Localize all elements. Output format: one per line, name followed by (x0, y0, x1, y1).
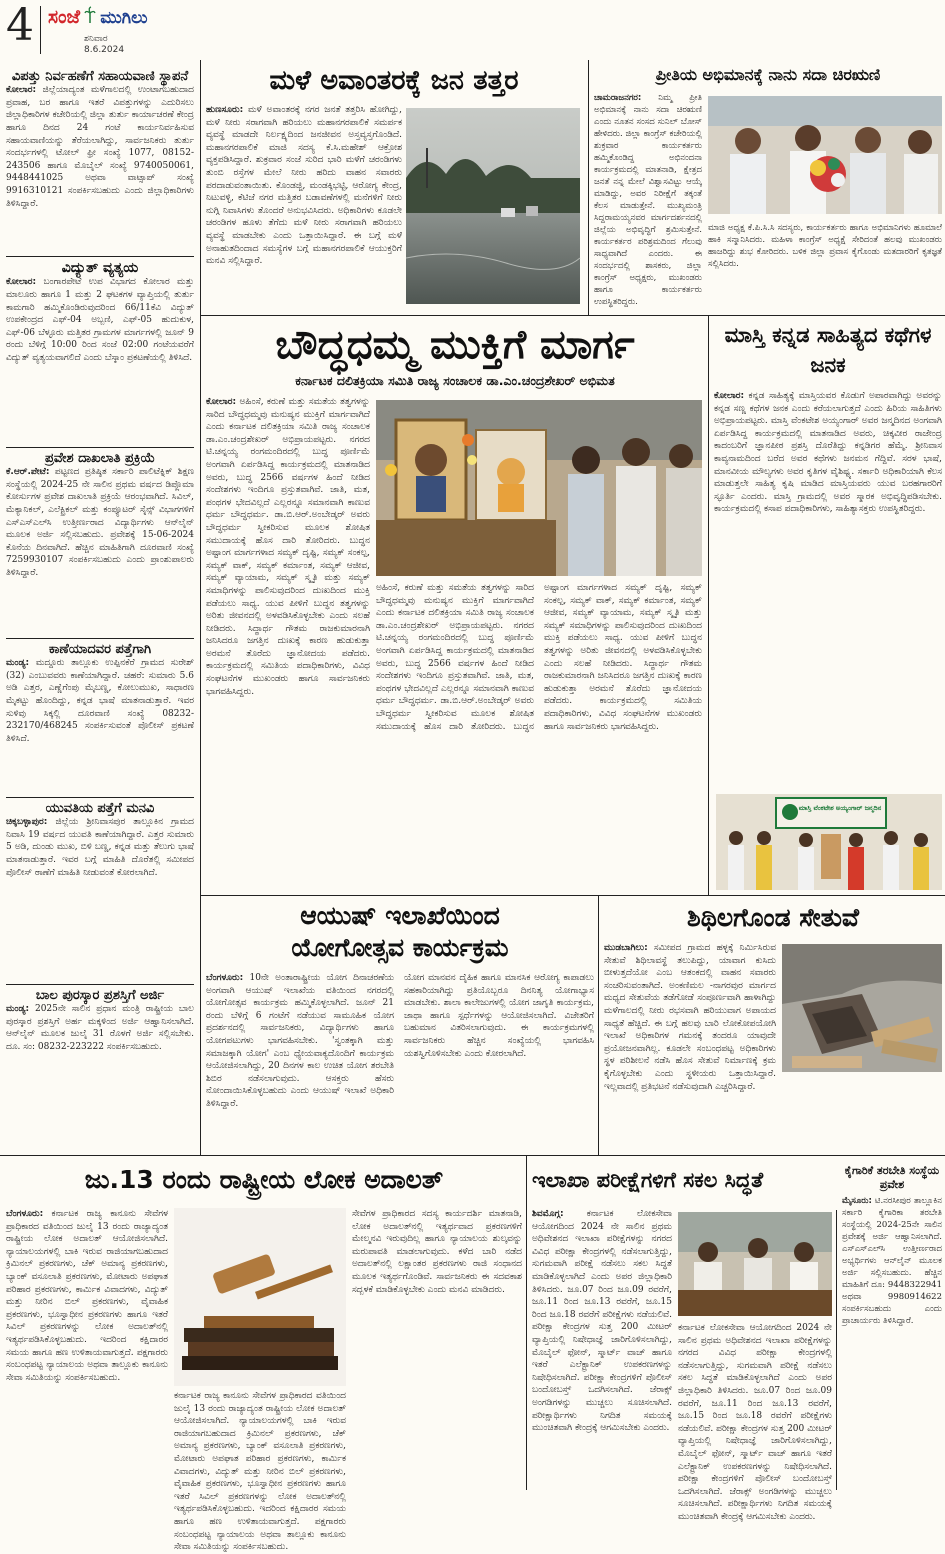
brief-body: ಪಟ್ಟಣದ ಪ್ರತಿಷ್ಠಿತ ಸರ್ಕಾರಿ ಪಾಲಿಟೆಕ್ನಿಕ್ ಶಿಕ್ಷಣ ಸಂಸ್ಥೆಯಲ್ಲಿ 2024-25 ನೇ ಸಾಲಿನ ಪ್ರಥಮ ವರ್ಷದ ಡಿಪ್ಲೊಮಾ ಕೋರ್ಸುಗಳ ಪ್ರವೇಶ ದಾಖಲಾತಿ ಪ್ರಕ್ರಿಯೆ ಆರಂಭವಾಗಿದೆ. ಸಿವಿಲ್, ಮೆಕ್ಯಾನಿಕಲ್, ಎಲೆಕ್ಟ್ರಿಕಲ್ ಮತ್ತು ಕಂಪ್ಯೂಟರ್ ಸೈನ್ಸ್ ವಿಭಾಗಗಳಿಗೆ ಎಸ್‍ಎಸ್‍ಎಲ್‍ಸಿ ಉತ್ತೀರ್ಣರಾದ ವಿದ್ಯಾರ್ಥಿಗಳು ಆನ್‍ಲೈನ್ ಮೂಲಕ ಅರ್ಜಿ ಸಲ್ಲಿಸಬಹುದು. ಪ್ರವೇಶಕ್ಕೆ 15-06-2024 ಕೊನೆಯ ದಿನವಾಗಿದೆ. ಹೆಚ್ಚಿನ ಮಾಹಿತಿಗಾಗಿ ದೂರವಾಣಿ ಸಂಖ್ಯೆ 7259930107 ಸಂಪರ್ಕಿಸಬಹುದು ಎಂದು ಪ್ರಾಂಶುಪಾಲರು ತಿಳಿಸಿದ್ದಾರೆ. (6, 467, 194, 579)
brief-dateline: ಕೆ.ಆರ್.ಪೇಟೆ: (6, 467, 50, 478)
exam-headline: ಇಲಾಖಾ ಪರೀಕ್ಷೆಗಳಿಗೆ ಸಕಲ ಸಿದ್ಧತೆ (532, 1168, 764, 1192)
buddha-subhead: ಕರ್ನಾಟಕ ದಲಿತಕ್ರಿಯಾ ಸಮಿತಿ ರಾಜ್ಯ ಸಂಚಾಲಕ ಡಾ.ಎಂ.ಚಂದ್ರಶೇಖರ್ ಅಭಿಮತ (295, 373, 615, 388)
preeti-dateline: ಚಾಮರಾಜನಗರ: (594, 93, 642, 103)
brief-missing-woman (6, 802, 194, 980)
adalat-body-lower: ಕರ್ನಾಟಕ ರಾಜ್ಯ ಕಾನೂನು ಸೇವೆಗಳ ಪ್ರಾಧಿಕಾರದ ವತಿಯಿಂದ ಜುಲೈ 13 ರಂದು ರಾಜ್ಯಾದ್ಯಂತ ರಾಷ್ಟ್ರೀಯ ಲೋಕ ಅದಾಲತ್ ಆಯೋಜಿಸಲಾಗಿದೆ. ನ್ಯಾಯಾಲಯಗಳಲ್ಲಿ ಬಾಕಿ ಇರುವ ರಾಜಿಯಾಗಬಹುದಾದ ಕ್ರಿಮಿನಲ್ ಪ್ರಕರಣಗಳು, ಚೆಕ್ ಅಮಾನ್ಯ ಪ್ರಕರಣಗಳು, ಬ್ಯಾಂಕ್ ವಸೂಲಾತಿ ಪ್ರಕರಣಗಳು, ಮೋಟಾರು ಅಪಘಾತ ಪರಿಹಾರ ಪ್ರಕರಣಗಳು, ಕಾರ್ಮಿಕ ವಿವಾದಗಳು, ವಿದ್ಯುತ್ ಮತ್ತು ನೀರಿನ ಬಿಲ್ ಪ್ರಕರಣಗಳು, ವೈವಾಹಿಕ ಪ್ರಕರಣಗಳು, ಭೂಸ್ವಾಧೀನ ಪ್ರಕರಣಗಳು ಹಾಗೂ ಇತರೆ ಸಿವಿಲ್ ಪ್ರಕರಣಗಳನ್ನು ಲೋಕ ಅದಾಲತ್‍ನಲ್ಲಿ ಇತ್ಯರ್ಥಪಡಿಸಿಕೊಳ್ಳಬಹುದು. ಇದರಿಂದ ಕಕ್ಷಿದಾರರ ಸಮಯ ಹಾಗೂ ಹಣ ಉಳಿತಾಯವಾಗುತ್ತದೆ. ಪಕ್ಷಗಾರರು ಸಂಬಂಧಪಟ್ಟ ನ್ಯಾಯಾಲಯ ಅಥವಾ ತಾಲ್ಲೂಕು ಕಾನೂನು ಸೇವಾ ಸಮಿತಿಯನ್ನು ಸಂಪರ್ಕಿಸಬಹುದು. (174, 1391, 346, 1553)
adalat-body: ಕರ್ನಾಟಕ ರಾಜ್ಯ ಕಾನೂನು ಸೇವೆಗಳ ಪ್ರಾಧಿಕಾರದ ವತಿಯಿಂದ ಜುಲೈ 13 ರಂದು ರಾಜ್ಯಾದ್ಯಂತ ರಾಷ್ಟ್ರೀಯ ಲೋಕ ಅದಾಲತ್ ಆಯೋಜಿಸಲಾಗಿದೆ. ನ್ಯಾಯಾಲಯಗಳಲ್ಲಿ ಬಾಕಿ ಇರುವ ರಾಜಿಯಾಗಬಹುದಾದ ಕ್ರಿಮಿನಲ್ ಪ್ರಕರಣಗಳು, ಚೆಕ್ ಅಮಾನ್ಯ ಪ್ರಕರಣಗಳು, ಬ್ಯಾಂಕ್ ವಸೂಲಾತಿ ಪ್ರಕರಣಗಳು, ಮೋಟಾರು ಅಪಘಾತ ಪರಿಹಾರ ಪ್ರಕರಣಗಳು, ಕಾರ್ಮಿಕ ವಿವಾದಗಳು, ವಿದ್ಯುತ್ ಮತ್ತು ನೀರಿನ ಬಿಲ್ ಪ್ರಕರಣಗಳು, ವೈವಾಹಿಕ ಪ್ರಕರಣಗಳು, ಭೂಸ್ವಾಧೀನ ಪ್ರಕರಣಗಳು ಹಾಗೂ ಇತರೆ ಸಿವಿಲ್ ಪ್ರಕರಣಗಳನ್ನು ಲೋಕ ಅದಾಲತ್‍ನಲ್ಲಿ ಇತ್ಯರ್ಥಪಡಿಸಿಕೊಳ್ಳಬಹುದು. ಇದರಿಂದ ಕಕ್ಷಿದಾರರ ಸಮಯ ಹಾಗೂ ಹಣ ಉಳಿತಾಯವಾಗುತ್ತದೆ. ಪಕ್ಷಗಾರರು ಸಂಬಂಧಪಟ್ಟ ನ್ಯಾಯಾಲಯ ಅಥವಾ ತಾಲ್ಲೂಕು ಕಾನೂನು ಸೇವಾ ಸಮಿತಿಯನ್ನು ಸಂಪರ್ಕಿಸಬಹುದು. (6, 1209, 168, 1383)
ayush-headline-line1: ಆಯುಷ್ ಇಲಾಖೆಯಿಂದ (300, 901, 500, 930)
brief-dateline: ಚಿಕ್ಕಬಳ್ಳಾಪುರ: (6, 817, 48, 828)
iti-headline: ಕೈಗಾರಿಕೆ ತರಬೇತಿ ಸಂಸ್ಥೆಯ ಪ್ರವೇಶ (844, 1164, 940, 1191)
ayush-dateline: ಬೆಂಗಳೂರು: (206, 973, 244, 983)
rain-story (206, 62, 582, 312)
buddha-headline: ಬೌದ್ಧಧಮ್ಮ ಮುಕ್ತಿಗೆ ಮಾರ್ಗ (275, 322, 635, 368)
masthead (0, 0, 945, 60)
buddha-body-continued: ಅಹಿಂಸೆ, ಕರುಣೆ ಮತ್ತು ಸಮತೆಯ ತತ್ವಗಳನ್ನು ಸಾರಿದ ಬೌದ್ಧಧಮ್ಮವು ಮನುಷ್ಯನ ಮುಕ್ತಿಗೆ ಮಾರ್ಗವಾಗಿದೆ ಎಂದು ಕರ್ನಾಟಕ ದಲಿತಕ್ರಿಯಾ ಸಮಿತಿ ರಾಜ್ಯ ಸಂಚಾಲಕ ಡಾ.ಎಂ.ಚಂದ್ರಶೇಖರ್ ಅಭಿಪ್ರಾಯಪಟ್ಟರು. ನಗರದ ಟಿ.ಚನ್ನಯ್ಯ ರಂಗಮಂದಿರದಲ್ಲಿ ಬುದ್ಧ ಪೂರ್ಣಿಮೆ ಅಂಗವಾಗಿ ಏರ್ಪಡಿಸಿದ್ದ ಕಾರ್ಯಕ್ರಮದಲ್ಲಿ ಮಾತನಾಡಿದ ಅವರು, ಬುದ್ಧ 2566 ವರ್ಷಗಳ ಹಿಂದೆ ನೀಡಿದ ಸಂದೇಶಗಳು ಇಂದಿಗೂ ಪ್ರಸ್ತುತವಾಗಿವೆ. ಜಾತಿ, ಮತ, ಪಂಥಗಳ ಭೇದವಿಲ್ಲದೆ ಎಲ್ಲರನ್ನೂ ಸಮಾನವಾಗಿ ಕಾಣುವ ಧರ್ಮ ಬೌದ್ಧಧರ್ಮ. ಡಾ.ಬಿ.ಆರ್.ಅಂಬೇಡ್ಕರ್ ಅವರು ಬೌದ್ಧಧರ್ಮ ಸ್ವೀಕರಿಸುವ ಮೂಲಕ ಶೋಷಿತ ಸಮುದಾಯಕ್ಕೆ ಹೊಸ ದಾರಿ ತೋರಿದರು. ಬುದ್ಧನ ಅಷ್ಟಾಂಗ ಮಾರ್ಗಗಳಾದ ಸಮ್ಯಕ್ ದೃಷ್ಟಿ, ಸಮ್ಯಕ್ ಸಂಕಲ್ಪ, ಸಮ್ಯಕ್ ವಾಕ್, ಸಮ್ಯಕ್ ಕರ್ಮಾಂತ, ಸಮ್ಯಕ್ ಆಜೀವ, ಸಮ್ಯಕ್ ವ್ಯಾಯಾಮ, ಸಮ್ಯಕ್ ಸ್ಮೃತಿ ಮತ್ತು ಸಮ್ಯಕ್ ಸಮಾಧಿಗಳನ್ನು ಪಾಲಿಸುವುದರಿಂದ ದುಃಖದಿಂದ ಮುಕ್ತಿ ಪಡೆಯಲು ಸಾಧ್ಯ. ಯುವ ಪೀಳಿಗೆ ಬುದ್ಧನ ತತ್ವಗಳನ್ನು ಅರಿತು ಜೀವನದಲ್ಲಿ ಅಳವಡಿಸಿಕೊಳ್ಳಬೇಕು ಎಂದು ಸಲಹೆ ನೀಡಿದರು. ಸಿದ್ಧಾರ್ಥ ಗೌತಮ ರಾಜಕುಮಾರನಾಗಿ ಜನಿಸಿದರೂ ಜಗತ್ತಿನ ದುಃಖಕ್ಕೆ ಕಾರಣ ಹುಡುಕುತ್ತಾ ಅರಮನೆ ತೊರೆದು ಜ್ಞಾನೋದಯ ಪಡೆದರು. ಕಾರ್ಯಕ್ರಮದಲ್ಲಿ ಸಮಿತಿಯ ಪದಾಧಿಕಾರಿಗಳು, ವಿವಿಧ ಸಂಘಟನೆಗಳ ಮುಖಂಡರು ಹಾಗೂ ಸಾರ್ವಜನಿಕರು ಭಾಗವಹಿಸಿದ್ದರು. (376, 583, 702, 732)
brief-headline: ಬಾಲ ಪುರಸ್ಕಾರ ಪ್ರಶಸ್ತಿಗೆ ಅರ್ಜಿ (35, 988, 165, 1003)
iti-body: ಟಿ.ನರಸೀಪುರ ತಾಲ್ಲೂಕಿನ ಸರ್ಕಾರಿ ಕೈಗಾರಿಕಾ ತರಬೇತಿ ಸಂಸ್ಥೆಯಲ್ಲಿ 2024-25ನೇ ಸಾಲಿನ ಪ್ರವೇಶಕ್ಕೆ ಅರ್ಜಿ ಆಹ್ವಾನಿಸಲಾಗಿದೆ. ಎಸ್‍ಎಸ್‍ಎಲ್‍ಸಿ ಉತ್ತೀರ್ಣರಾದ ಅಭ್ಯರ್ಥಿಗಳು ಆನ್‍ಲೈನ್ ಮೂಲಕ ಅರ್ಜಿ ಸಲ್ಲಿಸಬಹುದು. ಹೆಚ್ಚಿನ ಮಾಹಿತಿಗೆ ದೂ: 9448322941 ಅಥವಾ 9980914622 ಸಂಪರ್ಕಿಸಬಹುದು ಎಂದು ಪ್ರಾಚಾರ್ಯರು ತಿಳಿಸಿದ್ದಾರೆ. (842, 1196, 942, 1326)
brief-body: ಜಿಲ್ಲೆಯಾದ್ಯಂತ ಮಳೆಗಾಲದಲ್ಲಿ ಉಂಟಾಗಬಹುದಾದ ಪ್ರವಾಹ, ಬರ ಹಾಗೂ ಇತರೆ ವಿಪತ್ತುಗಳನ್ನು ಎದುರಿಸಲು ಜಿಲ್ಲಾಧಿಕಾರಿಗಳ ಕಚೇರಿಯಲ್ಲಿ ಜಿಲ್ಲಾ ತುರ್ತು ಕಾರ್ಯಾಚರಣೆ ಕೇಂದ್ರ ಹಾಗೂ ದಿನದ 24 ಗಂಟೆ ಕಾರ್ಯನಿರ್ವಹಿಸುವ ಸಹಾಯವಾಣಿಯನ್ನು ತೆರೆಯಲಾಗಿದ್ದು, ಸಾರ್ವಜನಿಕರು ತುರ್ತು ಸಂದರ್ಭಗಳಲ್ಲಿ ಟೋಲ್ ಫ್ರೀ ಸಂಖ್ಯೆ 1077, 08152-243506 ಹಾಗೂ ಮೊಬೈಲ್ ಸಂಖ್ಯೆ 9740050061, 9448441025 ಅಥವಾ ವಾಟ್ಸಾಪ್ ಸಂಖ್ಯೆ 9916310121 ಸಂಪರ್ಕಿಸಬಹುದು ಎಂದು ಜಿಲ್ಲಾಧಿಕಾರಿಗಳು ತಿಳಿಸಿದ್ದಾರೆ. (6, 85, 194, 209)
palm-icon (85, 7, 95, 21)
brief-body: ಜಿಲ್ಲೆಯ ಶ್ರೀನಿವಾಸಪುರ ತಾಲ್ಲೂಕಿನ ಗ್ರಾಮದ ನಿವಾಸಿ 19 ವರ್ಷದ ಯುವತಿ ಕಾಣೆಯಾಗಿದ್ದಾರೆ. ಎತ್ತರ ಸುಮಾರು 5 ಅಡಿ, ದುಂಡು ಮುಖ, ಬಿಳಿ ಬಣ್ಣ, ಕನ್ನಡ ಮತ್ತು ತೆಲುಗು ಭಾಷೆ ಮಾತನಾಡುತ್ತಾರೆ. ಇವರ ಬಗ್ಗೆ ಮಾಹಿತಿ ದೊರೆತಲ್ಲಿ ಸಮೀಪದ ಪೊಲೀಸ್ ಠಾಣೆಗೆ ಮಾಹಿತಿ ನೀಡುವಂತೆ ಕೋರಲಾಗಿದೆ. (6, 817, 194, 878)
brief-dateline: ಮಂಡ್ಯ: (6, 658, 30, 669)
iti-dateline: ಮೈಸೂರು: (842, 1196, 872, 1206)
bridge-headline: ಶಿಥಿಲಗೊಂಡ ಸೇತುವೆ (687, 903, 859, 932)
ayush-body-continued: ಯೋಗ ಮಾನವನ ದೈಹಿಕ ಹಾಗೂ ಮಾನಸಿಕ ಆರೋಗ್ಯ ಕಾಪಾಡಲು ಸಹಕಾರಿಯಾಗಿದ್ದು ಪ್ರತಿಯೊಬ್ಬರೂ ದಿನನಿತ್ಯ ಯೋಗಾಭ್ಯಾಸ ಮಾಡಬೇಕು. ಶಾಲಾ ಕಾಲೇಜುಗಳಲ್ಲಿ ಯೋಗ ಜಾಗೃತಿ ಕಾರ್ಯಕ್ರಮ, ಜಾಥಾ ಹಾಗೂ ಸ್ಪರ್ಧೆಗಳನ್ನು ಆಯೋಜಿಸಲಾಗಿದೆ. ವಿಜೇತರಿಗೆ ಬಹುಮಾನ ವಿತರಿಸಲಾಗುವುದು. ಈ ಕಾರ್ಯಕ್ರಮಗಳಲ್ಲಿ ಸಾರ್ವಜನಿಕರು ಹೆಚ್ಚಿನ ಸಂಖ್ಯೆಯಲ್ಲಿ ಭಾಗವಹಿಸಿ ಯಶಸ್ವಿಗೊಳಿಸಬೇಕು ಎಂದು ಕೋರಲಾಗಿದೆ. (404, 973, 594, 1059)
buddha-dateline: ಕೋಲಾರ: (206, 397, 237, 407)
ayush-body: 10ನೇ ಅಂತಾರಾಷ್ಟ್ರೀಯ ಯೋಗ ದಿನಾಚರಣೆಯ ಅಂಗವಾಗಿ ಆಯುಷ್ ಇಲಾಖೆಯ ವತಿಯಿಂದ ನಗರದಲ್ಲಿ ಯೋಗೋತ್ಸವ ಕಾರ್ಯಕ್ರಮ ಹಮ್ಮಿಕೊಳ್ಳಲಾಗಿದೆ. ಜೂನ್ 21 ರಂದು ಬೆಳಿಗ್ಗೆ 6 ಗಂಟೆಗೆ ನಡೆಯುವ ಸಾಮೂಹಿಕ ಯೋಗ ಪ್ರದರ್ಶನದಲ್ಲಿ ಸಾರ್ವಜನಿಕರು, ವಿದ್ಯಾರ್ಥಿಗಳು ಹಾಗೂ ಯೋಗಪಟುಗಳು ಭಾಗವಹಿಸಬೇಕು. 'ಸ್ವಂತಕ್ಕಾಗಿ ಮತ್ತು ಸಮಾಜಕ್ಕಾಗಿ ಯೋಗ' ಎಂಬ ಧ್ಯೇಯವಾಕ್ಯದೊಂದಿಗೆ ಕಾರ್ಯಕ್ರಮ ಆಯೋಜಿಸಲಾಗಿದ್ದು, 20 ದಿನಗಳ ಕಾಲ ಉಚಿತ ಯೋಗ ತರಬೇತಿ ಶಿಬಿರ ನಡೆಸಲಾಗುವುದು. ಆಸಕ್ತರು ಹೆಸರು ನೋಂದಾಯಿಸಿಕೊಳ್ಳಬಹುದು ಎಂದು ಆಯುಷ್ ಇಲಾಖೆ ಅಧಿಕಾರಿ ತಿಳಿಸಿದ್ದಾರೆ. (206, 973, 394, 1109)
brief-power (6, 261, 194, 443)
left-news-column (6, 70, 194, 1152)
rain-dateline: ಹುಣಸೂರು: (206, 105, 244, 115)
masti-banner-text: ಮಾಸ್ತಿ ವೆಂಕಟೇಶ ಅಯ್ಯಂಗಾರ್ ಜನ್ಮದಿನ (798, 804, 882, 812)
bridge-body: ಸಮೀಪದ ಗ್ರಾಮದ ಹಳ್ಳಕ್ಕೆ ನಿರ್ಮಿಸಿರುವ ಸೇತುವೆ ಶಿಥಿಲಾವಸ್ಥೆ ತಲುಪಿದ್ದು, ಯಾವಾಗ ಕುಸಿದು ಬೀಳುತ್ತದೆಯೋ ಎಂಬ ಆತಂಕದಲ್ಲಿ ವಾಹನ ಸವಾರರು ಸಂಚರಿಸುವಂತಾಗಿದೆ. ಅಂಕಣಿಮಲ -ನಾಗರವುರ ಮಾರ್ಗದ ಮಧ್ಯದ ಸೇತುವೆಯ ತಡೆಗೋಡೆ ಸಂಪೂರ್ಣವಾಗಿ ಹಾಳಾಗಿದ್ದು ಮಳೆಗಾಲದಲ್ಲಿ ನೀರು ರಭಸವಾಗಿ ಹರಿಯುವಾಗ ಅಪಾಯದ ಸಾಧ್ಯತೆ ಹೆಚ್ಚಿದೆ. ಈ ಬಗ್ಗೆ ಹಲವು ಬಾರಿ ಲೋಕೋಪಯೋಗಿ ಇಲಾಖೆ ಅಧಿಕಾರಿಗಳ ಗಮನಕ್ಕೆ ತಂದರೂ ಯಾವುದೇ ಪ್ರಯೋಜನವಾಗಿಲ್ಲ. ಕೂಡಲೇ ಸಂಬಂಧಪಟ್ಟ ಅಧಿಕಾರಿಗಳು ಸ್ಥಳ ಪರಿಶೀಲನೆ ನಡೆಸಿ ಹೊಸ ಸೇತುವೆ ನಿರ್ಮಾಣಕ್ಕೆ ಕ್ರಮ ಕೈಗೊಳ್ಳಬೇಕು ಎಂದು ಸ್ಥಳೀಯರು ಒತ್ತಾಯಿಸಿದ್ದಾರೆ. ಇಲ್ಲವಾದಲ್ಲಿ ಪ್ರತಿಭಟನೆ ನಡೆಸುವುದಾಗಿ ಎಚ್ಚರಿಸಿದ್ದಾರೆ. (604, 943, 776, 1092)
flooded-road-photo (406, 108, 580, 304)
page-number: 4 (6, 0, 34, 51)
preeti-headline: ಪ್ರೀತಿಯ ಅಭಿಮಾನಕ್ಕೆ ನಾನು ಸದಾ ಚಿರಋಣಿ (655, 65, 881, 84)
brief-headline: ಪ್ರವೇಶ ದಾಖಲಾತಿ ಪ್ರಕ್ರಿಯೆ (44, 451, 156, 466)
rain-body: ಮಳೆ ಅವಾಂತರಕ್ಕೆ ನಗರ ಜನತೆ ತತ್ತರಿಸಿ ಹೋಗಿದ್ದು, ಮಳೆ ನೀರು ಸರಾಗವಾಗಿ ಹರಿಯಲು ಮಹಾನಗರಪಾಲಿಕೆ ಸಮರ್ಪಕ ವ್ಯವಸ್ಥೆ ಮಾಡದೇ ನಿರ್ಲಕ್ಷ್ಯದಿಂದ ಜನಜೀವನ ಅಸ್ತವ್ಯಸ್ತಗೊಂಡಿದೆ. ಮಹಾನಗರಪಾಲಿಕೆ ಮಾಜಿ ಸದಸ್ಯ ಕೆ.ಸಿ.ಮಹೇಶ್ ಆಕ್ರೋಶ ವ್ಯಕ್ತಪಡಿಸಿದ್ದಾರೆ. ಶುಕ್ರವಾರ ಸಂಜೆ ಸುರಿದ ಭಾರಿ ಮಳೆಗೆ ಚರಂಡಿಗಳು ತುಂಬಿ ರಸ್ತೆಗಳ ಮೇಲೆ ನೀರು ಹರಿದು ವಾಹನ ಸವಾರರು ಪರದಾಡುವಂತಾಯಿತು. ಕೊಂಡಜ್ಜಿ, ಮಂಡಕ್ಕಿಭಟ್ಟಿ, ಆರೋಗ್ಯ ಕೇಂದ್ರ, ನಿಟುವಳ್ಳಿ, ಕೆಟಿಜೆ ನಗರ ಮತ್ತಿತರ ಬಡಾವಣೆಗಳಲ್ಲಿ ಮನೆಗಳಿಗೆ ನೀರು ನುಗ್ಗಿ ನಿವಾಸಿಗಳು ತೊಂದರೆ ಅನುಭವಿಸಿದರು. ಅಧಿಕಾರಿಗಳು ಕೂಡಲೇ ಚರಂಡಿಗಳ ಹೂಳು ತೆಗೆದು ಮಳೆ ನೀರು ಸರಾಗವಾಗಿ ಹರಿಯಲು ವ್ಯವಸ್ಥೆ ಮಾಡಬೇಕು ಎಂದು ಒತ್ತಾಯಿಸಿದ್ದಾರೆ. ಈ ಬಗ್ಗೆ ಮಳೆ ಅನಾಹುತದಿಂದಾದ ಸಮಸ್ಯೆಗಳ ಬಗ್ಗೆ ಮಹಾನಗರಪಾಲಿಕೆ ಆಯುಕ್ತರಿಗೆ ಮನವಿ ಸಲ್ಲಿಸಿದ್ದಾರೆ. (206, 105, 402, 267)
masthead-day: ಶನಿವಾರ (84, 34, 108, 44)
masthead-date: 8.6.2024 (84, 45, 125, 55)
bridge-story (604, 900, 942, 1152)
bridge-photo (782, 944, 942, 1072)
exam-dateline: ಶಿವಮೊಗ್ಗ: (532, 1209, 564, 1219)
ayush-story (206, 900, 594, 1152)
brief-dateline: ಕೋಲಾರ: (6, 85, 37, 96)
exam-story (532, 1160, 832, 1522)
masti-dateline: ಕೋಲಾರ: (714, 391, 745, 401)
bridge-dateline: ಮುಡಬಾಗಿಲು: (604, 943, 648, 953)
preeti-story (594, 62, 942, 312)
brief-body: ಬಂಗಾರಪೇಟೆ ಉಪ ವಿಭಾಗದ ಕೋಲಾರ ಮತ್ತು ಮಾಲೂರು ಹಾಗೂ 1 ಮತ್ತು 2 ಘಟಕಗಳ ವ್ಯಾಪ್ತಿಯಲ್ಲಿ ತುರ್ತು ಕಾಮಗಾರಿ ಹಮ್ಮಿಕೊಂಡಿರುವುದರಿಂದ 66/11ಕೆವಿ ವಿದ್ಯುತ್ ಉಪಕೇಂದ್ರದ ಎಫ್-04 ಅಬ್ಬಣಿ, ಎಫ್-05 ಹುದುಕುಳ, ಎಫ್-06 ಬೆಳ್ಳೂರು ಮತ್ತಿತರ ಗ್ರಾಮಗಳ ಮಾರ್ಗಗಳಲ್ಲಿ ಜೂನ್ 9 ರಂದು ಬೆಳಿಗ್ಗೆ 10:00 ರಿಂದ ಸಂಜೆ 02:00 ಗಂಟೆಯವರೆಗೆ ವಿದ್ಯುತ್ ವ್ಯತ್ಯಯವಾಗಲಿದೆ ಎಂದು ಬೆಸ್ಕಾಂ ಪ್ರಕಟಣೆಯಲ್ಲಿ ತಿಳಿಸಿದೆ. (6, 277, 194, 363)
buddha-body: ಅಹಿಂಸೆ, ಕರುಣೆ ಮತ್ತು ಸಮತೆಯ ತತ್ವಗಳನ್ನು ಸಾರಿದ ಬೌದ್ಧಧಮ್ಮವು ಮನುಷ್ಯನ ಮುಕ್ತಿಗೆ ಮಾರ್ಗವಾಗಿದೆ ಎಂದು ಕರ್ನಾಟಕ ದಲಿತಕ್ರಿಯಾ ಸಮಿತಿ ರಾಜ್ಯ ಸಂಚಾಲಕ ಡಾ.ಎಂ.ಚಂದ್ರಶೇಖರ್ ಅಭಿಪ್ರಾಯಪಟ್ಟರು. ನಗರದ ಟಿ.ಚನ್ನಯ್ಯ ರಂಗಮಂದಿರದಲ್ಲಿ ಬುದ್ಧ ಪೂರ್ಣಿಮೆ ಅಂಗವಾಗಿ ಏರ್ಪಡಿಸಿದ್ದ ಕಾರ್ಯಕ್ರಮದಲ್ಲಿ ಮಾತನಾಡಿದ ಅವರು, ಬುದ್ಧ 2566 ವರ್ಷಗಳ ಹಿಂದೆ ನೀಡಿದ ಸಂದೇಶಗಳು ಇಂದಿಗೂ ಪ್ರಸ್ತುತವಾಗಿವೆ. ಜಾತಿ, ಮತ, ಪಂಥಗಳ ಭೇದವಿಲ್ಲದೆ ಎಲ್ಲರನ್ನೂ ಸಮಾನವಾಗಿ ಕಾಣುವ ಧರ್ಮ ಬೌದ್ಧಧರ್ಮ. ಡಾ.ಬಿ.ಆರ್.ಅಂಬೇಡ್ಕರ್ ಅವರು ಬೌದ್ಧಧರ್ಮ ಸ್ವೀಕರಿಸುವ ಮೂಲಕ ಶೋಷಿತ ಸಮುದಾಯಕ್ಕೆ ಹೊಸ ದಾರಿ ತೋರಿದರು. ಬುದ್ಧನ ಅಷ್ಟಾಂಗ ಮಾರ್ಗಗಳಾದ ಸಮ್ಯಕ್ ದೃಷ್ಟಿ, ಸಮ್ಯಕ್ ಸಂಕಲ್ಪ, ಸಮ್ಯಕ್ ವಾಕ್, ಸಮ್ಯಕ್ ಕರ್ಮಾಂತ, ಸಮ್ಯಕ್ ಆಜೀವ, ಸಮ್ಯಕ್ ವ್ಯಾಯಾಮ, ಸಮ್ಯಕ್ ಸ್ಮೃತಿ ಮತ್ತು ಸಮ್ಯಕ್ ಸಮಾಧಿಗಳನ್ನು ಪಾಲಿಸುವುದರಿಂದ ದುಃಖದಿಂದ ಮುಕ್ತಿ ಪಡೆಯಲು ಸಾಧ್ಯ. ಯುವ ಪೀಳಿಗೆ ಬುದ್ಧನ ತತ್ವಗಳನ್ನು ಅರಿತು ಜೀವನದಲ್ಲಿ ಅಳವಡಿಸಿಕೊಳ್ಳಬೇಕು ಎಂದು ಸಲಹೆ ನೀಡಿದರು. ಸಿದ್ಧಾರ್ಥ ಗೌತಮ ರಾಜಕುಮಾರನಾಗಿ ಜನಿಸಿದರೂ ಜಗತ್ತಿನ ದುಃಖಕ್ಕೆ ಕಾರಣ ಹುಡುಕುತ್ತಾ ಅರಮನೆ ತೊರೆದು ಜ್ಞಾನೋದಯ ಪಡೆದರು. ಕಾರ್ಯಕ್ರಮದಲ್ಲಿ ಸಮಿತಿಯ ಪದಾಧಿಕಾರಿಗಳು, ವಿವಿಧ ಸಂಘಟನೆಗಳ ಮುಖಂಡರು ಹಾಗೂ ಸಾರ್ವಜನಿಕರು ಭಾಗವಹಿಸಿದ್ದರು. (206, 397, 370, 697)
adalat-dateline: ಬೆಂಗಳೂರು: (6, 1209, 44, 1219)
brief-body: ಮದ್ದೂರು ತಾಲ್ಲೂಕು ಉಪ್ಪಿನಕೆರೆ ಗ್ರಾಮದ ಸುರೇಶ್ (32) ಎಂಬುವವರು ಕಾಣೆಯಾಗಿದ್ದಾರೆ. ಚಹರೆ: ಸುಮಾರು 5.6 ಅಡಿ ಎತ್ತರ, ಎಣ್ಣೆಗೆಂಪು ಮೈಬಣ್ಣ, ಕೋಲುಮುಖ, ಸಾಧಾರಣ ಮೈಕಟ್ಟು ಹೊಂದಿದ್ದು, ಕನ್ನಡ ಭಾಷೆ ಮಾತನಾಡುತ್ತಾರೆ. ಇವರ ಸುಳಿವು ಸಿಕ್ಕಲ್ಲಿ ದೂರವಾಣಿ ಸಂಖ್ಯೆ 08232-232170/468245 ಸಂಪರ್ಕಿಸುವಂತೆ ಪೊಲೀಸ್ ಪ್ರಕಟಣೆ ತಿಳಿಸಿದೆ. (6, 658, 194, 744)
brief-headline: ವಿದ್ಯುತ್ ವ್ಯತ್ಯಯ (61, 260, 139, 276)
masti-event-photo (716, 794, 942, 890)
adalat-body-continued: ಸೇವೆಗಳ ಪ್ರಾಧಿಕಾರದ ಸದಸ್ಯ ಕಾರ್ಯದರ್ಶಿ ಮಾತನಾಡಿ, ಲೋಕ ಅದಾಲತ್‍ನಲ್ಲಿ ಇತ್ಯರ್ಥವಾದ ಪ್ರಕರಣಗಳಿಗೆ ಮೇಲ್ಮನವಿ ಇರುವುದಿಲ್ಲ ಹಾಗೂ ನ್ಯಾಯಾಲಯ ಶುಲ್ಕವನ್ನು ಮರುಪಾವತಿ ಮಾಡಲಾಗುವುದು. ಕಳೆದ ಬಾರಿ ನಡೆದ ಅದಾಲತ್‍ನಲ್ಲಿ ಲಕ್ಷಾಂತರ ಪ್ರಕರಣಗಳು ರಾಜಿ ಸಂಧಾನದ ಮೂಲಕ ಇತ್ಯರ್ಥಗೊಂಡಿವೆ. ಸಾರ್ವಜನಿಕರು ಈ ಸದವಕಾಶ ಸದ್ಬಳಕೆ ಮಾಡಿಕೊಳ್ಳಬೇಕು ಎಂದು ಮನವಿ ಮಾಡಿದರು. (352, 1209, 522, 1295)
brief-dateline: ಕೋಲಾರ: (6, 277, 37, 288)
preeti-body-continued: ಮಾಜಿ ಅಧ್ಯಕ್ಷ ಕೆ.ಪಿ.ಸಿ.ಸಿ ಸದಸ್ಯರು, ಕಾರ್ಯಕರ್ತರು ಹಾಗೂ ಅಭಿಮಾನಿಗಳು ಹೂಮಾಲೆ ಹಾಕಿ ಸನ್ಮಾನಿಸಿದರು. ಮಹಿಳಾ ಕಾಂಗ್ರೆಸ್ ಅಧ್ಯಕ್ಷೆ ಸೇರಿದಂತೆ ಹಲವು ಮುಖಂಡರು ಹಾಜರಿದ್ದು ಶುಭ ಕೋರಿದರು. ಬಳಿಕ ಜಿಲ್ಲಾ ಪ್ರವಾಸ ಕೈಗೊಂಡು ಮತದಾರರಿಗೆ ಕೃತಜ್ಞತೆ ಸಲ್ಲಿಸಿದರು. (708, 223, 942, 269)
logo-part1: ಸಂಜೆ (48, 6, 81, 28)
brief-headline: ಕಾಣೆಯಾದವರ ಪತ್ತೆಗಾಗಿ (48, 642, 152, 657)
gavel-photo (174, 1208, 346, 1386)
felicitation-photo (708, 96, 942, 214)
iti-brief (842, 1164, 942, 1488)
masti-headline: ಮಾಸ್ತಿ ಕನ್ನಡ ಸಾಹಿತ್ಯದ ಕಥೆಗಳ ಜನಕ (724, 323, 932, 377)
exam-body-continued: ಕರ್ನಾಟಕ ಲೋಕಸೇವಾ ಆಯೋಗದಿಂದ 2024 ನೇ ಸಾಲಿನ ಪ್ರಥಮ ಅಧಿವೇಶನದ ಇಲಾಖಾ ಪರೀಕ್ಷೆಗಳನ್ನು ನಗರದ ವಿವಿಧ ಪರೀಕ್ಷಾ ಕೇಂದ್ರಗಳಲ್ಲಿ ನಡೆಸಲಾಗುತ್ತಿದ್ದು, ಸುಗಮವಾಗಿ ಪರೀಕ್ಷೆ ನಡೆಸಲು ಸಕಲ ಸಿದ್ಧತೆ ಮಾಡಿಕೊಳ್ಳಲಾಗಿದೆ ಎಂದು ಅಪರ ಜಿಲ್ಲಾಧಿಕಾರಿ ತಿಳಿಸಿದರು. ಜೂ.07 ರಿಂದ ಜೂ.09 ರವರೆಗೆ, ಜೂ.11 ರಿಂದ ಜೂ.13 ರವರೆಗೆ, ಜೂ.15 ರಿಂದ ಜೂ.18 ರವರೆಗೆ ಪರೀಕ್ಷೆಗಳು ನಡೆಯಲಿವೆ. ಪರೀಕ್ಷಾ ಕೇಂದ್ರಗಳ ಸುತ್ತ 200 ಮೀಟರ್ ವ್ಯಾಪ್ತಿಯಲ್ಲಿ ನಿಷೇಧಾಜ್ಞೆ ಜಾರಿಗೊಳಿಸಲಾಗಿದ್ದು, ಮೊಬೈಲ್ ಫೋನ್, ಸ್ಮಾರ್ಟ್ ವಾಚ್ ಹಾಗೂ ಇತರೆ ಎಲೆಕ್ಟ್ರಾನಿಕ್ ಉಪಕರಣಗಳನ್ನು ನಿಷೇಧಿಸಲಾಗಿದೆ. ಪರೀಕ್ಷಾ ಕೇಂದ್ರಗಳಿಗೆ ಪೊಲೀಸ್ ಬಂದೋಬಸ್ತ್ ಒದಗಿಸಲಾಗಿದೆ. ಜೆರಾಕ್ಸ್ ಅಂಗಡಿಗಳನ್ನು ಮುಚ್ಚಲು ಸೂಚಿಸಲಾಗಿದೆ. ಪರೀಕ್ಷಾರ್ಥಿಗಳು ನಿಗದಿತ ಸಮಯಕ್ಕೆ ಮುಂಚಿತವಾಗಿ ಕೇಂದ್ರಕ್ಕೆ ಆಗಮಿಸಬೇಕು ಎಂದರು. (678, 1323, 832, 1522)
exam-body: ಕರ್ನಾಟಕ ಲೋಕಸೇವಾ ಆಯೋಗದಿಂದ 2024 ನೇ ಸಾಲಿನ ಪ್ರಥಮ ಅಧಿವೇಶನದ ಇಲಾಖಾ ಪರೀಕ್ಷೆಗಳನ್ನು ನಗರದ ವಿವಿಧ ಪರೀಕ್ಷಾ ಕೇಂದ್ರಗಳಲ್ಲಿ ನಡೆಸಲಾಗುತ್ತಿದ್ದು, ಸುಗಮವಾಗಿ ಪರೀಕ್ಷೆ ನಡೆಸಲು ಸಕಲ ಸಿದ್ಧತೆ ಮಾಡಿಕೊಳ್ಳಲಾಗಿದೆ ಎಂದು ಅಪರ ಜಿಲ್ಲಾಧಿಕಾರಿ ತಿಳಿಸಿದರು. ಜೂ.07 ರಿಂದ ಜೂ.09 ರವರೆಗೆ, ಜೂ.11 ರಿಂದ ಜೂ.13 ರವರೆಗೆ, ಜೂ.15 ರಿಂದ ಜೂ.18 ರವರೆಗೆ ಪರೀಕ್ಷೆಗಳು ನಡೆಯಲಿವೆ. ಪರೀಕ್ಷಾ ಕೇಂದ್ರಗಳ ಸುತ್ತ 200 ಮೀಟರ್ ವ್ಯಾಪ್ತಿಯಲ್ಲಿ ನಿಷೇಧಾಜ್ಞೆ ಜಾರಿಗೊಳಿಸಲಾಗಿದ್ದು, ಮೊಬೈಲ್ ಫೋನ್, ಸ್ಮಾರ್ಟ್ ವಾಚ್ ಹಾಗೂ ಇತರೆ ಎಲೆಕ್ಟ್ರಾನಿಕ್ ಉಪಕರಣಗಳನ್ನು ನಿಷೇಧಿಸಲಾಗಿದೆ. ಪರೀಕ್ಷಾ ಕೇಂದ್ರಗಳಿಗೆ ಪೊಲೀಸ್ ಬಂದೋಬಸ್ತ್ ಒದಗಿಸಲಾಗಿದೆ. ಜೆರಾಕ್ಸ್ ಅಂಗಡಿಗಳನ್ನು ಮುಚ್ಚಲು ಸೂಚಿಸಲಾಗಿದೆ. ಪರೀಕ್ಷಾರ್ಥಿಗಳು ನಿಗದಿತ ಸಮಯಕ್ಕೆ ಮುಂಚಿತವಾಗಿ ಕೇಂದ್ರಕ್ಕೆ ಆಗಮಿಸಬೇಕು ಎಂದರು. (532, 1209, 672, 1434)
buddha-event-photo (376, 400, 702, 576)
brief-headline: ಯುವತಿಯ ಪತ್ತೆಗೆ ಮನವಿ (45, 801, 155, 816)
adalat-story (6, 1160, 522, 1553)
masti-story (714, 320, 942, 892)
brief-missing-man (6, 643, 194, 793)
adalat-headline: ಜು.13 ರಂದು ರಾಷ್ಟ್ರೀಯ ಲೋಕ ಅದಾಲತ್ (84, 1165, 444, 1194)
rain-headline: ಮಳೆ ಅವಾಂತರಕ್ಕೆ ಜನ ತತ್ತರ (269, 65, 519, 96)
brief-disaster (6, 70, 194, 252)
brief-headline: ವಿಪತ್ತು ನಿರ್ವಹಣೆಗೆ ಸಹಾಯವಾಣಿ ಸ್ಥಾಪನೆ (11, 69, 189, 84)
brief-award (6, 989, 194, 1119)
logo-part2: ಮುಗಿಲು (100, 8, 148, 28)
exam-meeting-photo (678, 1212, 832, 1316)
brief-body: 2025ನೇ ಸಾಲಿನ ಪ್ರಧಾನ ಮಂತ್ರಿ ರಾಷ್ಟ್ರೀಯ ಬಾಲ ಪುರಸ್ಕಾರ ಪ್ರಶಸ್ತಿಗೆ ಅರ್ಹ ಮಕ್ಕಳಿಂದ ಅರ್ಜಿ ಆಹ್ವಾನಿಸಲಾಗಿದೆ. ಆನ್‍ಲೈನ್ ಮೂಲಕ ಜುಲೈ 31 ರೊಳಗೆ ಅರ್ಜಿ ಸಲ್ಲಿಸಬೇಕು. ದೂ. ಸಂ: 08232-223222 ಸಂಪರ್ಕಿಸಬಹುದು. (6, 1004, 194, 1053)
ayush-headline-line2: ಯೋಗೋತ್ಸವ ಕಾರ್ಯಕ್ರಮ (291, 933, 509, 962)
buddha-story (206, 320, 704, 892)
brief-admission (6, 452, 194, 634)
masti-body: ಕನ್ನಡ ಸಾಹಿತ್ಯಕ್ಕೆ ಮಾಸ್ತಿಯವರ ಕೊಡುಗೆ ಅಪಾರವಾಗಿದ್ದು ಅವರನ್ನು ಕನ್ನಡ ಸಣ್ಣ ಕಥೆಗಳ ಜನಕ ಎಂದು ಕರೆಯಲಾಗುತ್ತದೆ ಎಂದು ಹಿರಿಯ ಸಾಹಿತಿಗಳು ಅಭಿಪ್ರಾಯಪಟ್ಟರು. ಮಾಸ್ತಿ ವೆಂಕಟೇಶ ಅಯ್ಯಂಗಾರ್ ಅವರ ಜನ್ಮದಿನದ ಅಂಗವಾಗಿ ಏರ್ಪಡಿಸಿದ್ದ ಕಾರ್ಯಕ್ರಮದಲ್ಲಿ ಮಾತನಾಡಿದ ಅವರು, ಚಿಕ್ಕವೀರ ರಾಜೇಂದ್ರ ಕಾದಂಬರಿಗೆ ಜ್ಞಾನಪೀಠ ಪ್ರಶಸ್ತಿ ದೊರೆತಿದ್ದು ಕನ್ನಡಿಗರ ಹೆಮ್ಮೆ. ಶ್ರೀನಿವಾಸ ಕಾವ್ಯನಾಮದಿಂದ ಬರೆದ ಅವರ ಕಥೆಗಳು ಜನಮನ ಗೆದ್ದಿವೆ. ಸರಳ ಭಾಷೆ, ಮಾನವೀಯ ಮೌಲ್ಯಗಳು ಅವರ ಕೃತಿಗಳ ವೈಶಿಷ್ಟ್ಯ. ಸರ್ಕಾರಿ ಅಧಿಕಾರಿಯಾಗಿ ಕೆಲಸ ಮಾಡುತ್ತಲೇ ಸಾಹಿತ್ಯ ಕೃಷಿ ಮಾಡಿದ ಮಾಸ್ತಿಯವರು ಯುವ ಬರಹಗಾರರಿಗೆ ಸ್ಫೂರ್ತಿ ಎಂದರು. ಮಾಸ್ತಿ ಗ್ರಾಮದಲ್ಲಿ ಅವರ ಸ್ಮಾರಕ ಅಭಿವೃದ್ಧಿಪಡಿಸಬೇಕು. ಕಾರ್ಯಕ್ರಮದಲ್ಲಿ ಕಸಾಪ ಪದಾಧಿಕಾರಿಗಳು, ಸಾಹಿತ್ಯಾಸಕ್ತರು ಉಪಸ್ಥಿತರಿದ್ದರು. (714, 391, 942, 515)
brief-dateline: ಮಂಡ್ಯ: (6, 1004, 30, 1015)
preeti-body: ನಿಮ್ಮ ಪ್ರೀತಿ ಅಭಿಮಾನಕ್ಕೆ ನಾನು ಸದಾ ಚಿರಋಣಿ ಎಂದು ನೂತನ ಸಂಸದ ಸುನಿಲ್ ಬೋಸ್ ಹೇಳಿದರು. ಜಿಲ್ಲಾ ಕಾಂಗ್ರೆಸ್ ಕಚೇರಿಯಲ್ಲಿ ಶುಕ್ರವಾರ ಕಾರ್ಯಕರ್ತರು ಹಮ್ಮಿಕೊಂಡಿದ್ದ ಅಭಿನಂದನಾ ಕಾರ್ಯಕ್ರಮದಲ್ಲಿ ಮಾತನಾಡಿ, ಕ್ಷೇತ್ರದ ಜನತೆ ನನ್ನ ಮೇಲೆ ವಿಶ್ವಾಸವಿಟ್ಟು ಆಯ್ಕೆ ಮಾಡಿದ್ದು, ಅವರ ನಿರೀಕ್ಷೆಗೆ ತಕ್ಕಂತೆ ಕೆಲಸ ಮಾಡುತ್ತೇನೆ. ಮುಖ್ಯಮಂತ್ರಿ ಸಿದ್ದರಾಮಯ್ಯನವರ ಮಾರ್ಗದರ್ಶನದಲ್ಲಿ ಜಿಲ್ಲೆಯ ಅಭಿವೃದ್ಧಿಗೆ ಶ್ರಮಿಸುತ್ತೇನೆ. ಕಾರ್ಯಕರ್ತರ ಪರಿಶ್ರಮದಿಂದ ಗೆಲುವು ಸಾಧ್ಯವಾಗಿದೆ ಎಂದರು. ಈ ಸಂದರ್ಭದಲ್ಲಿ ಶಾಸಕರು, ಜಿಲ್ಲಾ ಕಾಂಗ್ರೆಸ್ ಅಧ್ಯಕ್ಷರು, ಮುಖಂಡರು ಹಾಗೂ ಕಾರ್ಯಕರ್ತರು ಉಪಸ್ಥಿತರಿದ್ದರು. (594, 93, 702, 307)
newspaper-logo (48, 6, 168, 32)
